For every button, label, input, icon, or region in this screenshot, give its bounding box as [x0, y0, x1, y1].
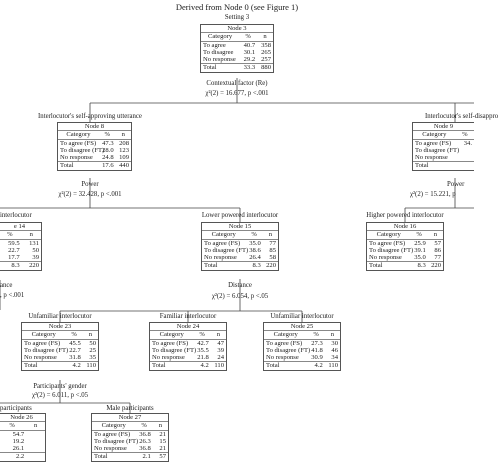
node-table: [367, 231, 443, 269]
node-table: [92, 422, 168, 460]
branch-familiar: Familiar interlocutor: [159, 313, 217, 320]
table-row: [264, 354, 340, 362]
table-row: [0, 445, 45, 453]
row-cat: No response: [24, 354, 57, 362]
row-n: 358: [261, 41, 271, 49]
row-pct: 29.2: [243, 56, 256, 64]
split-factor-power-right: Power: [447, 181, 465, 188]
node-title: Node 9: [413, 123, 474, 131]
row-n: 257: [261, 56, 271, 64]
row-pct: 26.3: [139, 437, 151, 445]
split-factor-contextual: Contextual factor (Re): [206, 80, 268, 87]
branch-unfamiliar-left: Unfamiliar interlocutor: [28, 313, 92, 320]
table-row: [0, 453, 45, 461]
branch-higher-right: Higher powered interlocutor: [366, 212, 444, 219]
row-pct: 21.8: [197, 354, 209, 362]
table-row: [202, 254, 278, 262]
row-cat: No response: [415, 154, 448, 162]
branch-female: participants: [0, 405, 32, 412]
table-row: [367, 231, 443, 239]
row-cat: To disagree (FT): [415, 146, 460, 154]
row-cat: To agree (FS): [94, 430, 131, 438]
row-cat: Total: [58, 162, 99, 170]
row-n: 47: [217, 339, 224, 347]
table-row: [201, 49, 273, 56]
split-stat-power: χ²(2) = 32.428, p <.001: [58, 191, 122, 198]
row-cat: To agree (FS): [152, 339, 189, 347]
row-n: 21: [159, 445, 166, 453]
row-cat: To agree (FS): [60, 139, 97, 147]
col-header-category: Category: [150, 331, 193, 339]
split-factor-distance: Distance: [228, 282, 252, 289]
node-8-box: [57, 122, 132, 171]
row-cat: To disagree (FT): [94, 437, 139, 445]
table-row: [413, 154, 474, 162]
node-title: Node 8: [58, 123, 131, 131]
node-table: [22, 331, 98, 369]
row-n: 25: [89, 346, 96, 354]
node-16-box: [366, 222, 444, 271]
row-cat: No response: [369, 254, 402, 262]
row-n: [26, 453, 45, 461]
col-header-n: n: [153, 422, 168, 430]
col-header-n: n: [263, 231, 278, 239]
branch-self-disapproving: Interlocutor's self-disappro: [425, 113, 498, 120]
split-stat-contextual: χ²(2) = 16.677, p <.001: [205, 90, 269, 97]
row-n: 123: [119, 146, 129, 154]
col-header-category: Category: [22, 331, 65, 339]
row-pct: 54.7: [12, 430, 25, 438]
node-26-box: [0, 413, 46, 462]
row-cat: To agree: [203, 41, 226, 49]
split-factor-distance-left: ance: [0, 282, 13, 289]
row-cat: Total: [92, 453, 135, 461]
node-title: Node 16: [367, 223, 443, 231]
row-pct: 33.3: [239, 64, 257, 72]
col-header-pct: %: [193, 331, 210, 339]
row-pct: 22.7: [8, 246, 20, 254]
col-header-n: n: [22, 231, 41, 239]
row-n: 220: [263, 262, 278, 270]
figure-title: Derived from Node 0 (see Figure 1): [175, 2, 299, 12]
table-row: [413, 131, 474, 139]
table-row: [22, 331, 98, 339]
node-table: [150, 331, 226, 369]
row-cat: To disagree (FT): [60, 146, 105, 154]
row-cat: To agree (FS): [24, 339, 61, 347]
row-pct: 22.7: [69, 346, 81, 354]
row-pct: 38.6: [249, 246, 261, 254]
row-pct: 39.1: [414, 246, 426, 254]
row-cat: No response: [204, 254, 237, 262]
node-3-box: [200, 24, 274, 73]
col-header-n: n: [26, 422, 45, 430]
table-row: [150, 347, 226, 354]
row-cat: Total: [413, 162, 456, 170]
row-n: 34: [331, 354, 338, 362]
row-pct: 25.9: [414, 239, 426, 247]
split-factor-power: Power: [81, 181, 99, 188]
row-cat: No response: [94, 445, 127, 453]
row-n: 35: [89, 354, 96, 362]
table-row: [367, 262, 443, 270]
table-row: [264, 339, 340, 347]
table-row: [150, 331, 226, 339]
table-row: [367, 254, 443, 262]
branch-higher-left: interlocutor: [0, 212, 32, 219]
table-row: [150, 362, 226, 370]
table-row: [58, 154, 131, 162]
node-table: [413, 131, 474, 169]
table-row: [264, 362, 340, 370]
table-row: [0, 430, 45, 438]
node-title: Node 23: [22, 323, 98, 331]
col-header-pct: %: [245, 231, 262, 239]
node-table: [0, 231, 41, 269]
table-row: [22, 362, 98, 370]
table-row: [201, 41, 273, 49]
row-cat: Total: [201, 64, 239, 72]
col-header-pct: %: [0, 231, 22, 239]
row-pct: 17.7: [8, 254, 20, 262]
row-cat: Total: [367, 262, 410, 270]
row-n: 109: [119, 154, 129, 162]
row-n: 110: [211, 362, 226, 370]
row-pct: 36.8: [139, 430, 151, 438]
split-stat-distance-left: , p <.001: [0, 292, 25, 299]
table-row: [58, 131, 131, 139]
row-cat: No response: [266, 354, 299, 362]
row-cat: To disagree (FT): [204, 246, 249, 254]
row-pct: 8.3: [0, 262, 22, 270]
table-row: [367, 239, 443, 247]
col-header-n: n: [116, 131, 131, 139]
row-pct: 47.3: [102, 139, 114, 147]
node-9-box: [412, 122, 474, 171]
row-pct: 45.5: [69, 339, 81, 347]
row-n: 24: [217, 354, 224, 362]
row-n: 208: [119, 139, 129, 147]
table-row: [0, 438, 45, 445]
row-pct: 4.2: [65, 362, 82, 370]
row-n: 50: [32, 246, 39, 254]
col-header-pct: %: [0, 422, 26, 430]
node-table: [202, 231, 278, 269]
row-pct: 30.9: [311, 354, 323, 362]
row-n: 57: [153, 453, 168, 461]
table-row: [92, 430, 168, 438]
row-cat: No response: [203, 56, 236, 64]
table-row: [413, 147, 474, 154]
row-pct: 28.0: [102, 146, 114, 154]
table-row: [92, 453, 168, 461]
node-14-box: [0, 222, 42, 271]
row-n: 77: [434, 254, 441, 262]
row-cat: To agree (FS): [369, 239, 406, 247]
setting-label: Setting 3: [224, 14, 250, 21]
col-header-pct: %: [239, 33, 257, 41]
row-pct: 34.: [463, 139, 472, 147]
row-cat: Total: [150, 362, 193, 370]
branch-male: Male participants: [106, 405, 154, 412]
row-n: 21: [159, 430, 166, 438]
row-n: 220: [428, 262, 443, 270]
split-stat-distance: χ²(2) = 6.054, p <.05: [211, 293, 269, 300]
row-cat: To disagree (FT): [369, 246, 414, 254]
row-pct: 36.8: [139, 445, 151, 453]
row-cat: Total: [22, 362, 65, 370]
table-row: [413, 162, 474, 170]
row-n: 39: [217, 346, 224, 354]
table-row: [0, 422, 45, 430]
row-n: 57: [434, 239, 441, 247]
table-row: [201, 56, 273, 64]
node-title: e 14: [0, 223, 41, 231]
col-header-pct: %: [99, 131, 116, 139]
row-n: 58: [269, 254, 276, 262]
row-cat: To agree (FS): [415, 139, 452, 147]
table-row: [367, 247, 443, 254]
row-n: 77: [269, 239, 276, 247]
row-pct: 35.0: [414, 254, 426, 262]
table-row: [92, 445, 168, 453]
table-row: [58, 162, 131, 170]
row-pct: 17.6: [99, 162, 116, 170]
row-n: 110: [83, 362, 98, 370]
row-n: 50: [89, 339, 96, 347]
row-n: 220: [22, 262, 41, 270]
row-pct: 35.0: [249, 239, 261, 247]
table-row: [202, 239, 278, 247]
node-title: Node 27: [92, 414, 168, 422]
col-header-n: n: [211, 331, 226, 339]
table-row: [92, 438, 168, 445]
node-23-box: [21, 322, 99, 371]
row-pct: 24.8: [102, 154, 114, 162]
row-n: 39: [32, 254, 39, 262]
col-header-category: Category: [202, 231, 245, 239]
table-row: [22, 354, 98, 362]
row-cat: No response: [152, 354, 185, 362]
row-n: 15: [159, 437, 166, 445]
col-header-pct: %: [65, 331, 82, 339]
row-n: 46: [331, 346, 338, 354]
table-row: [264, 347, 340, 354]
table-row: [0, 231, 41, 239]
row-n: [26, 430, 45, 438]
node-table: [58, 131, 131, 169]
row-pct: 30.1: [243, 48, 256, 56]
col-header-pct: %: [135, 422, 152, 430]
split-stat-gender: χ²(2) = 6.011, p <.05: [31, 392, 89, 399]
node-15-box: [201, 222, 279, 271]
table-row: [201, 33, 273, 41]
row-pct: 26.1: [12, 445, 25, 453]
row-cat: To agree (FS): [204, 239, 241, 247]
table-row: [58, 139, 131, 147]
row-pct: 31.8: [69, 354, 81, 362]
col-header-pct: %: [456, 131, 474, 139]
row-pct: 35.5: [197, 346, 209, 354]
row-pct: 41.8: [311, 346, 323, 354]
table-row: [413, 139, 474, 147]
table-row: [150, 354, 226, 362]
node-title: Node 24: [150, 323, 226, 331]
row-n: [26, 445, 45, 453]
node-27-box: [91, 413, 169, 462]
split-stat-power-right: χ²(2) = 15.221, p: [410, 191, 456, 198]
branch-self-approving: Interlocutor's self-approving utterance: [38, 113, 142, 120]
col-header-pct: %: [307, 331, 324, 339]
row-cat: To disagree (FT): [24, 346, 69, 354]
row-pct: 8.3: [410, 262, 427, 270]
table-row: [22, 339, 98, 347]
table-row: [150, 339, 226, 347]
row-cat: To disagree (FT): [266, 346, 311, 354]
table-row: [202, 231, 278, 239]
node-title: Node 15: [202, 223, 278, 231]
row-n: 440: [116, 162, 131, 170]
row-cat: Total: [202, 262, 245, 270]
row-pct: 2.2: [0, 453, 26, 461]
node-24-box: [149, 322, 227, 371]
col-header-n: n: [83, 331, 98, 339]
node-25-box: [263, 322, 341, 371]
row-n: 85: [269, 246, 276, 254]
row-pct: [456, 162, 474, 170]
row-pct: 4.2: [193, 362, 210, 370]
table-row: [202, 247, 278, 254]
col-header-category: Category: [367, 231, 410, 239]
row-n: 880: [257, 64, 273, 72]
row-n: 131: [29, 239, 39, 247]
row-n: 30: [331, 339, 338, 347]
col-header-category: Category: [58, 131, 99, 139]
table-row: [0, 254, 41, 262]
row-n: 86: [434, 246, 441, 254]
col-header-n: n: [325, 331, 340, 339]
row-cat: Total: [264, 362, 307, 370]
node-table: [264, 331, 340, 369]
col-header-category: Category: [413, 131, 456, 139]
col-header-category: Category: [201, 33, 239, 41]
node-table: [0, 422, 45, 460]
table-row: [202, 262, 278, 270]
row-cat: To disagree: [203, 48, 234, 56]
table-row: [22, 347, 98, 354]
branch-lower: Lower powered interlocutor: [201, 212, 279, 219]
branch-unfamiliar-right: Unfamiliar interlocutor: [270, 313, 334, 320]
split-factor-gender: Participants' gender: [33, 383, 87, 390]
table-row: [0, 239, 41, 247]
col-header-category: Category: [92, 422, 135, 430]
col-header-pct: %: [410, 231, 427, 239]
row-cat: No response: [60, 154, 93, 162]
table-row: [92, 422, 168, 430]
table-row: [264, 331, 340, 339]
row-cat: To agree (FS): [266, 339, 303, 347]
row-pct: 19.2: [12, 437, 25, 445]
row-pct: 8.3: [245, 262, 262, 270]
node-table: [201, 33, 273, 71]
row-n: 265: [261, 48, 271, 56]
table-row: [58, 147, 131, 154]
row-pct: 40.7: [243, 41, 256, 49]
node-title: Node 3: [201, 25, 273, 33]
col-header-category: Category: [264, 331, 307, 339]
row-pct: [456, 154, 474, 162]
col-header-n: n: [428, 231, 443, 239]
row-n: [26, 438, 45, 445]
table-row: [0, 247, 41, 254]
table-row: [0, 262, 41, 270]
row-pct: 4.2: [307, 362, 324, 370]
node-title: Node 25: [264, 323, 340, 331]
row-pct: 27.3: [311, 339, 323, 347]
col-header-n: n: [257, 33, 273, 41]
row-pct: 26.4: [249, 254, 261, 262]
table-row: [201, 64, 273, 72]
row-pct: 2.1: [135, 453, 152, 461]
row-cat: To disagree (FT): [152, 346, 197, 354]
row-pct: 42.7: [197, 339, 209, 347]
row-n: 110: [325, 362, 340, 370]
row-pct: 59.5: [8, 239, 20, 247]
node-title: Node 26: [0, 414, 45, 422]
